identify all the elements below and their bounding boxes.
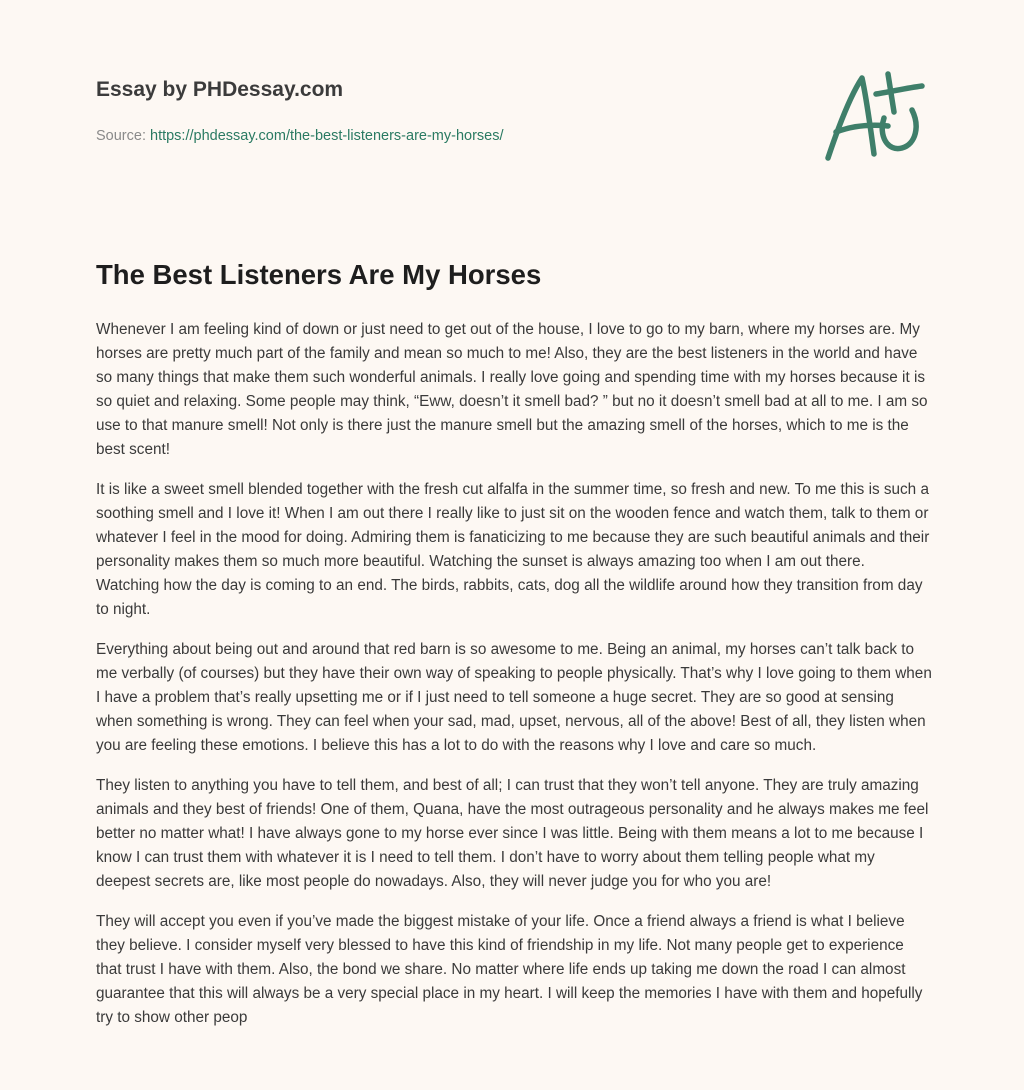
- essay-paragraph-1: Whenever I am feeling kind of down or just need to get out of the house, I love to go to my barn, where my horses are. My horses are pretty much part of the family and mean so much to me! Also, they are the best listeners in the world and have so many things that make them such wonderful animals. I really love going and spending time with my horses because it is so quiet and relaxing. Some people may think, “Eww, doesn’t it smell bad? ” but no it doesn’t smell bad at all to me. I am so use to that manure smell! Not only is there just the manure smell but the amazing smell of the horses, which to me is the best scent!: [96, 321, 928, 458]
- essay-article: [96, 256, 932, 1046]
- document-header: [96, 76, 796, 146]
- source-label: Source:: [96, 128, 150, 144]
- essay-paragraph-2: It is like a sweet smell blended together with the fresh cut alfalfa in the summer time, so fresh and new. To me this is such a soothing smell and I love it! When I am out there I really like to just sit on the wooden fence and watch them, talk to them or whatever I feel in the mood for doing. Admiring them is fanaticizing to me because they are such beautiful animals and their personality makes them so much more beautiful. Watching the sunset is always amazing too when I am out there. Watching how the day is coming to an end. The birds, rabbits, cats, dog all the wildlife around how they transition from day to night.: [96, 481, 930, 618]
- a-plus-logo-icon: [818, 66, 928, 166]
- essay-paragraph-5: They will accept you even if you’ve made the biggest mistake of your life. Once a friend always a friend is what I believe they believe. I consider myself very blessed to have this kind of friendship in my life. Not many people get to experience that trust I have with them. Also, the bond we share. No matter where life ends up taking me down the road I can almost guarantee that this will always be a very special place in my heart. I will keep the memories I have with them and hopefully try to show other peop: [96, 913, 923, 1026]
- a-plus-logo: [818, 66, 928, 166]
- essay-paragraph-4: They listen to anything you have to tell them, and best of all; I can trust that they won’t tell anyone. They are truly amazing animals and they best of friends! One of them, Quana, have the most outrageous personality and he always makes me feel better no matter what! I have always gone to my horse ever since I was little. Being with them means a lot to me because I know I can trust them with whatever it is I need to tell them. I don’t have to worry about them telling people what my deepest secrets are, like most people do nowadays. Also, they will never judge you for who you are!: [96, 777, 929, 890]
- source-line: [96, 126, 796, 146]
- essay-title: The Best Listeners Are My Horses: [96, 259, 542, 290]
- site-title: Essay by PHDessay.com: [96, 78, 344, 101]
- source-link[interactable]: https://phdessay.com/the-best-listeners-are-my-horses/: [150, 128, 504, 144]
- essay-paragraph-3: Everything about being out and around that red barn is so awesome to me. Being an animal, my horses can’t talk back to me verbally (of courses) but they have their own way of speaking to people physically. That’s why I love going to them when I have a problem that’s really upsetting me or if I just need to tell someone a huge secret. They are so good at sensing when something is wrong. They can feel when your sad, mad, upset, nervous, all of the above! Best of all, they listen when you are feeling these emotions. I believe this has a lot to do with the reasons why I love and care so much.: [96, 641, 932, 754]
